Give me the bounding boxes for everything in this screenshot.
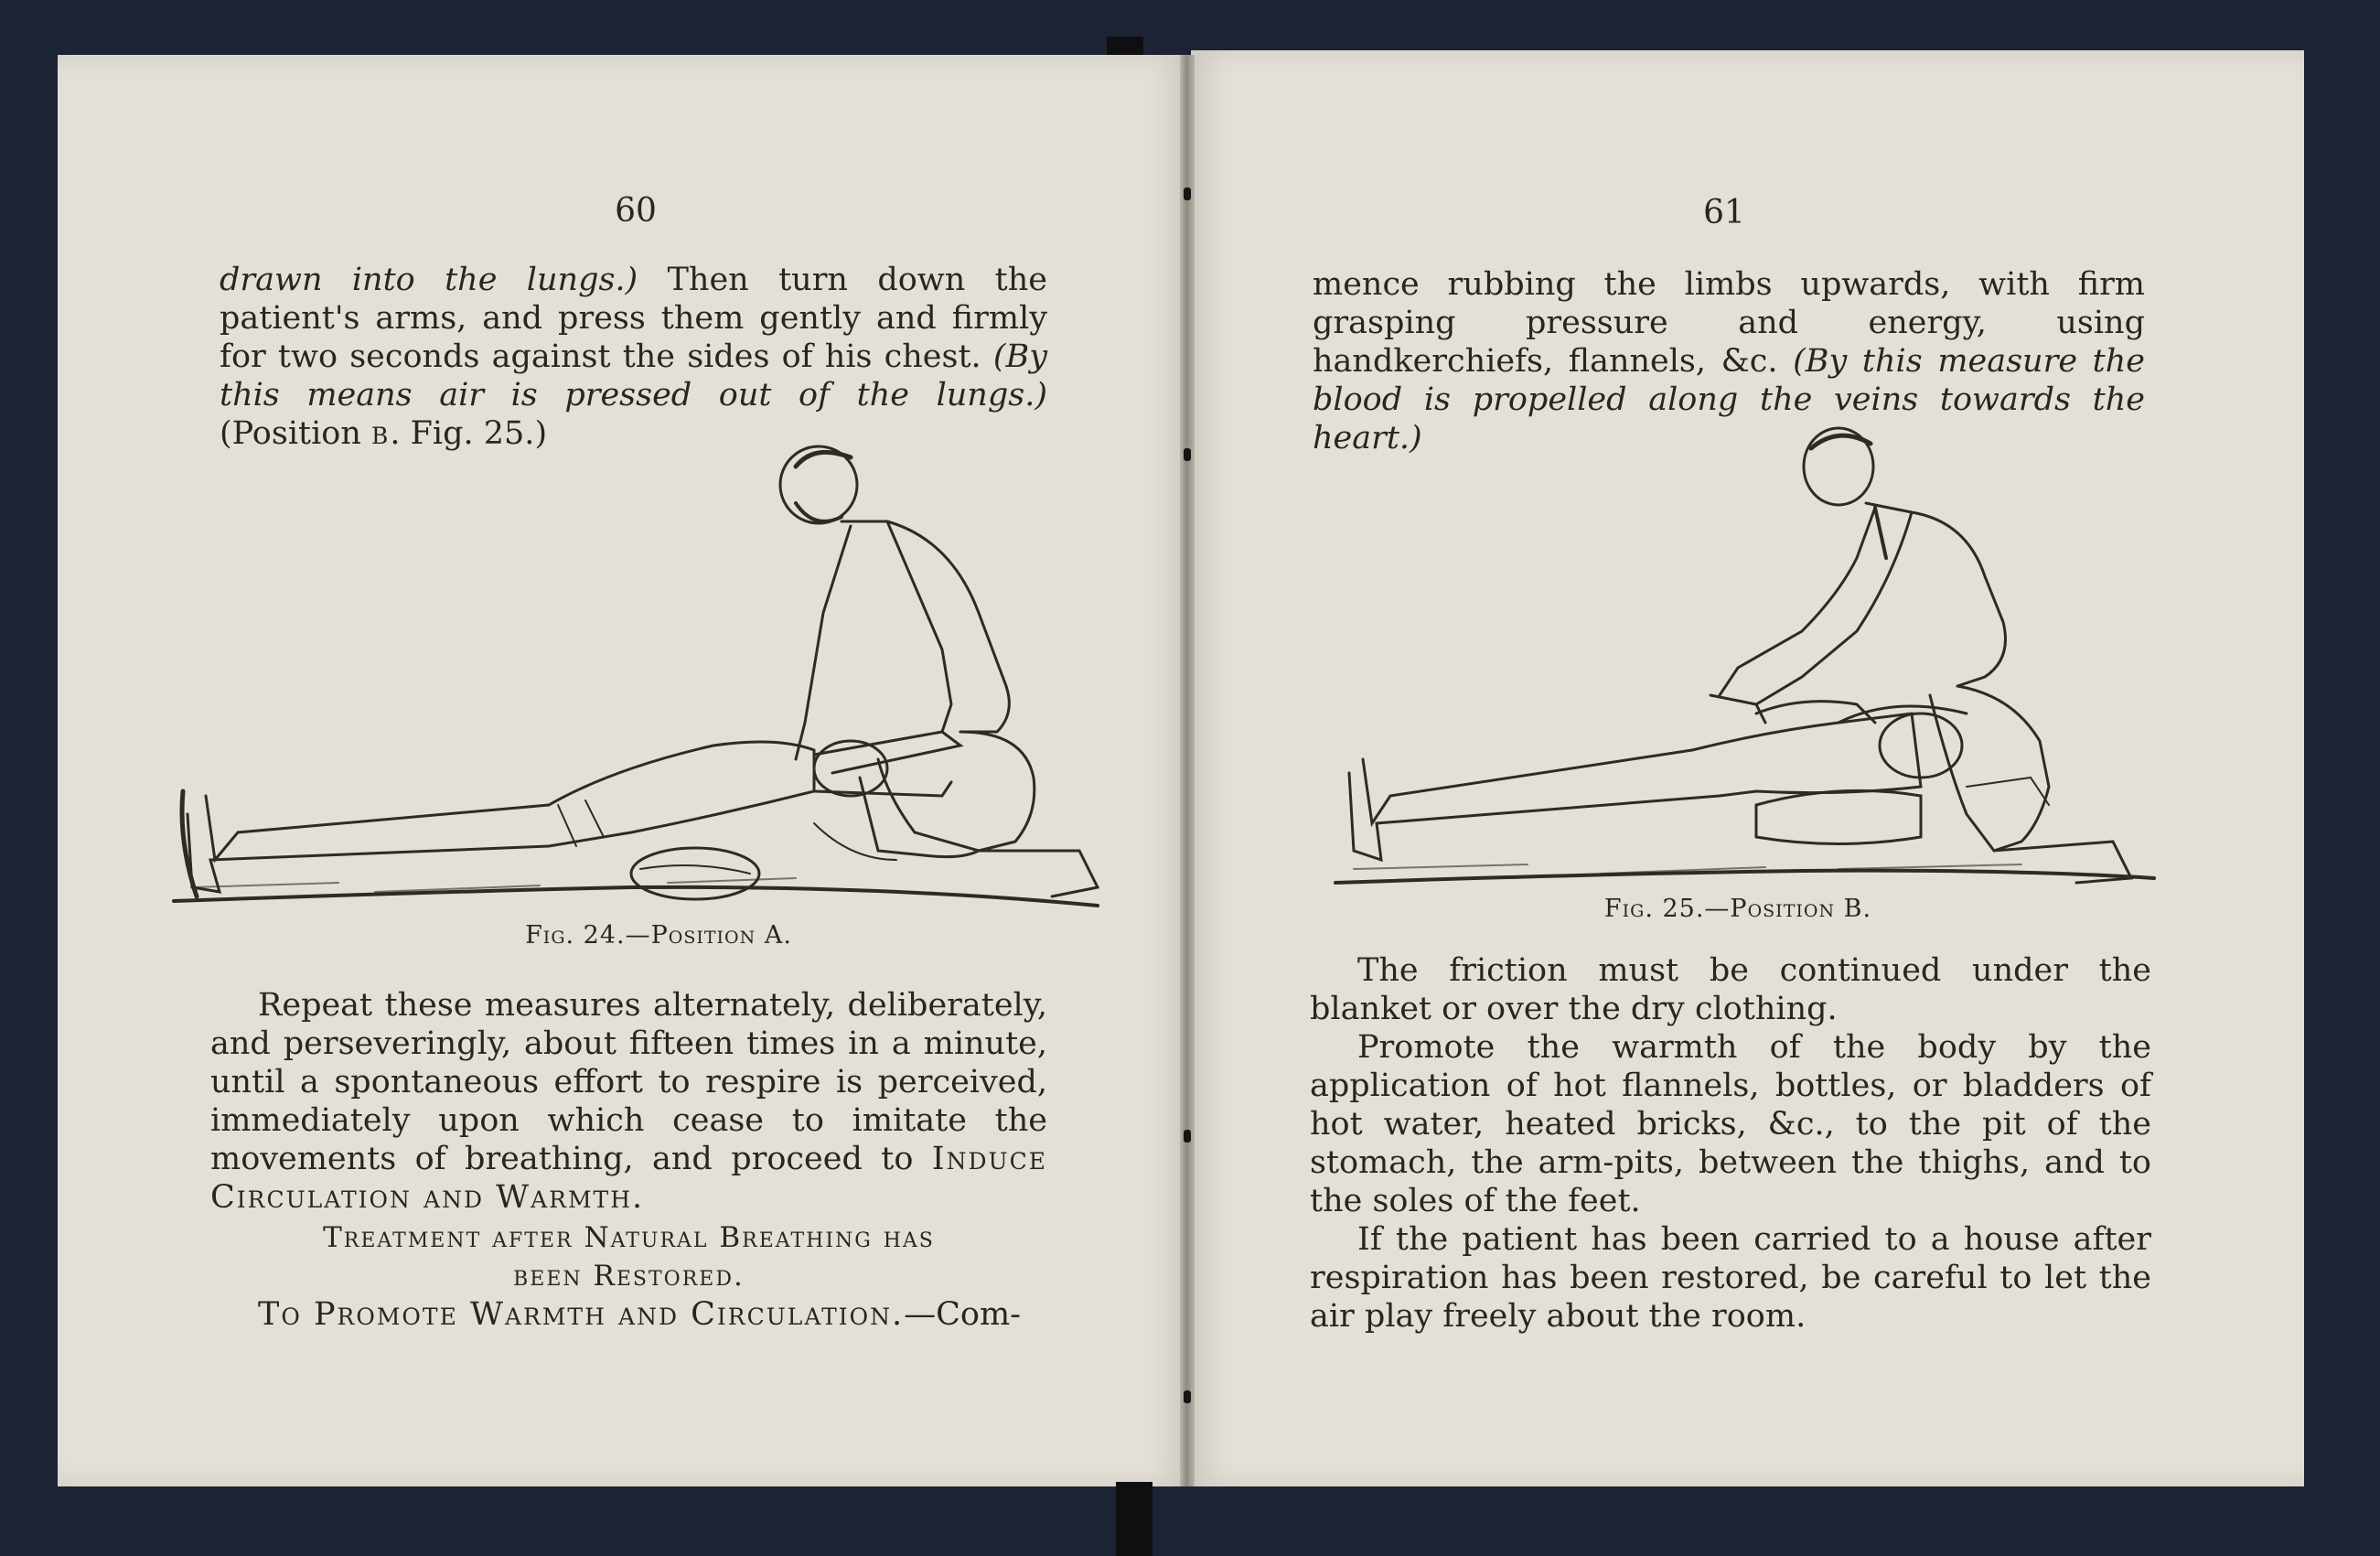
body-text: Then turn down the patient's arms, and press them gently and firmly for two seconds against the sides of his chest. [220,262,1047,375]
body-text: mence rubbing the limbs upwards, with firm grasping pressure and energy, using handkerchiefs, flannels, &c. [1313,266,2145,380]
figure-24-caption: Fig. 24.—Position A. [525,921,792,950]
position-letter: b [371,415,391,452]
section-heading-line-1: Treatment after Natural Breathing has [323,1221,935,1254]
right-paragraph-4: If the patient has been carried to a house after respiration has been restored, be careful to let the air play freely about the room. [1310,1221,2151,1335]
body-text: (Position [220,415,372,452]
page-number: 61 [1703,194,1745,231]
body-text: Repeat these measures alternately, deliberately, and perseveringly, about fifteen times in a minute, until a spontaneous effort to respire is perceived, immediately upon which cease to imitate the movements of breathing, and proceed to [210,987,1047,1177]
small-caps-phrase: Induce Circulation and Warmth. [210,1141,1047,1216]
section-heading-line-2: been Restored. [513,1260,745,1293]
figure-25-illustration [1326,421,2159,896]
body-text: —Com- [904,1296,1022,1333]
binding-stitch [1184,1130,1191,1143]
page-number: 60 [615,192,657,230]
italic-text: (By this measure the blood is propelled along the veins towards the heart.) [1313,343,2145,456]
italic-text: (By this means air is pressed out of the lungs.) [220,338,1047,413]
binding-stitch [1184,448,1191,461]
left-paragraph-1 [220,261,1047,453]
figure-24-illustration [155,430,1116,924]
bookmark-ribbon-bottom [1116,1482,1152,1556]
body-text: . Fig. 25.) [390,415,548,452]
italic-text: drawn into the lungs.) [220,262,638,298]
right-paragraph-2: The friction must be continued under the blanket or over the dry clothing. [1310,952,2151,1027]
binding-stitch [1184,1390,1191,1403]
right-paragraph-3: Promote the warmth of the body by the application of hot flannels, bottles, or bladders of hot water, heated bricks, &c., to the pit of the stomach, the arm-pits, between the thighs, and to the soles of the feet. [1310,1029,2151,1219]
book-spine [1180,55,1195,1486]
right-text-block [1310,951,2151,1336]
subheading-phrase: To Promote Warmth and Circulation. [258,1296,905,1333]
left-paragraph-2 [210,986,1047,1334]
binding-stitch [1184,188,1191,200]
figure-25-caption: Fig. 25.—Position B. [1603,895,1872,923]
